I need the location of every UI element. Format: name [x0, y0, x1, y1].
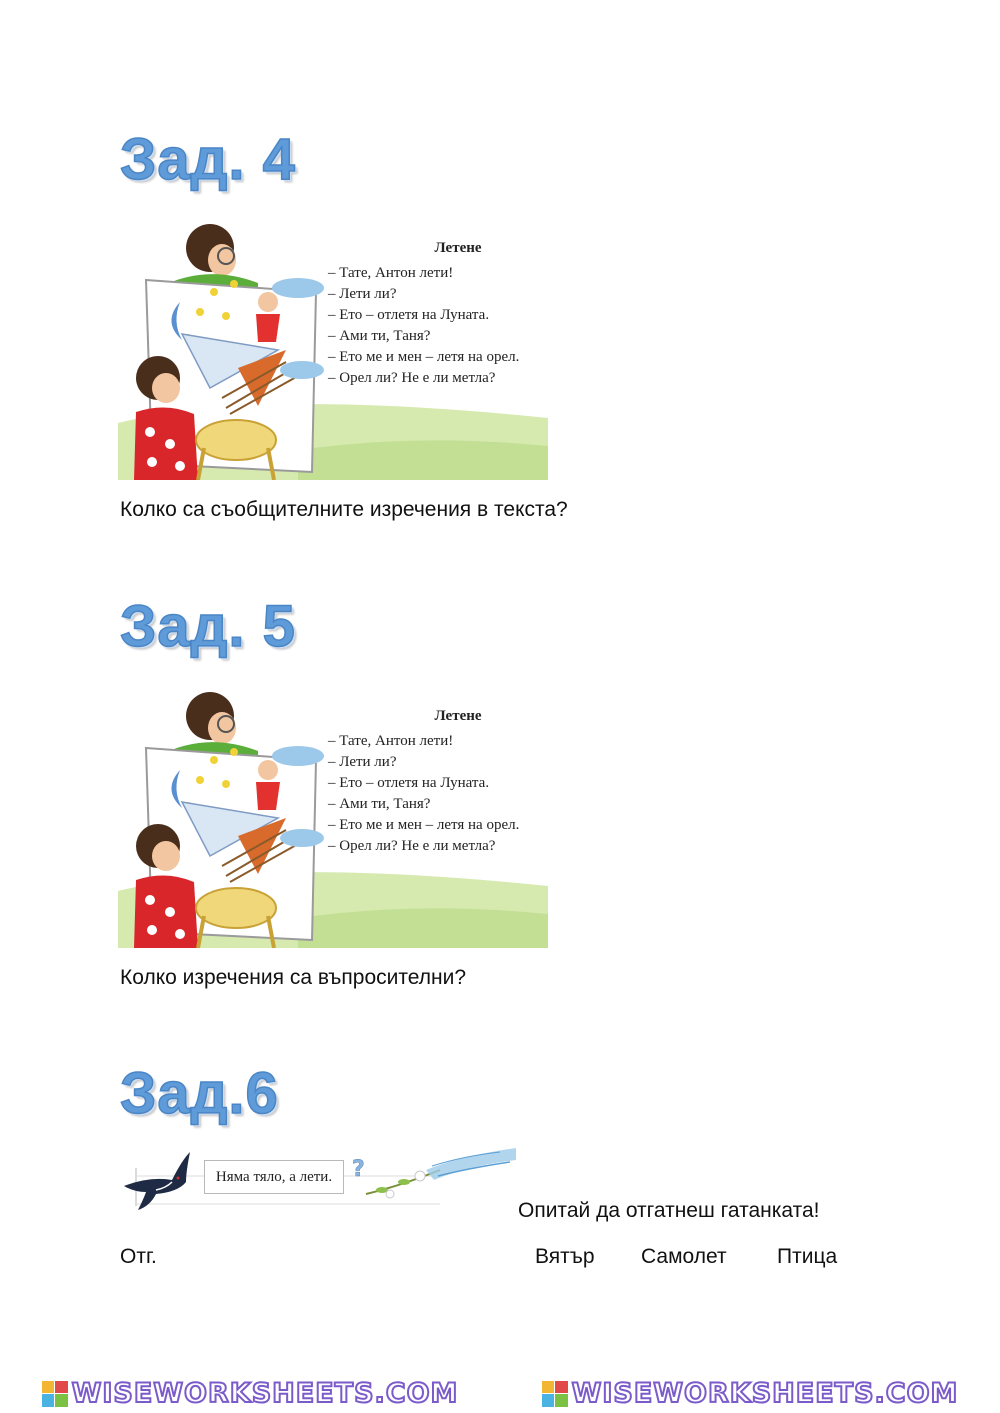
poem-line: – Орел ли? Не е ли метла? [328, 838, 496, 854]
riddle-instruction: Опитай да отгатнеш гатанката! [518, 1199, 820, 1222]
riddle-text: Няма тяло, а лети. [204, 1160, 344, 1194]
poem-line: – Лети ли? [328, 286, 397, 302]
footer-brand [542, 1378, 959, 1409]
task-5-illustration [118, 686, 548, 948]
wind-gust-icon [426, 1148, 516, 1180]
brand-logo-icon [542, 1381, 568, 1407]
answer-option-bird[interactable]: Птица [777, 1245, 838, 1268]
poem-text [328, 706, 558, 857]
answer-option-airplane[interactable]: Самолет [641, 1245, 727, 1268]
poem-line: – Ето ме и мен – летя на орел. [328, 349, 520, 365]
poem-line: – Ами ти, Таня? [328, 328, 431, 344]
poem-text [328, 238, 558, 389]
riddle-strip [120, 1146, 520, 1210]
poem-line: – Ами ти, Таня? [328, 796, 431, 812]
poem-line: – Тате, Антон лети! [328, 265, 454, 281]
poem-line: – Орел ли? Не е ли метла? [328, 370, 496, 386]
task-4-heading: Зад. 4 [120, 127, 296, 192]
poem-line: – Лети ли? [328, 754, 397, 770]
svg-text:?: ? [352, 1157, 365, 1182]
task-5-question: Колко изречения са въпросителни? [120, 966, 466, 989]
task-4-question: Колко са съобщителните изречения в текста? [120, 498, 568, 521]
question-mark-icon [352, 1157, 365, 1182]
poem-line: – Ето ме и мен – летя на орел. [328, 817, 520, 833]
poem-line: – Ето – отлетя на Луната. [328, 307, 490, 323]
blossom-branch-icon [366, 1170, 440, 1198]
brand-logo-icon [42, 1381, 68, 1407]
poem-line: – Тате, Антон лети! [328, 733, 454, 749]
footer-watermark [0, 1374, 1000, 1413]
footer-brand-text: WISEWORKSHEETS.COM [571, 1378, 959, 1409]
footer-brand [42, 1378, 459, 1409]
swallow-icon [124, 1152, 190, 1210]
answer-option-wind[interactable]: Вятър [535, 1245, 595, 1268]
poem-title: Летене [434, 708, 482, 724]
task-6-heading: Зад.6 [120, 1061, 279, 1126]
task-5-heading: Зад. 5 [120, 594, 296, 659]
poem-line: – Ето – отлетя на Луната. [328, 775, 490, 791]
poem-title: Летене [434, 240, 482, 256]
answer-label: Отг. [120, 1245, 157, 1268]
footer-brand-text: WISEWORKSHEETS.COM [71, 1378, 459, 1409]
task-4-illustration [118, 218, 548, 480]
